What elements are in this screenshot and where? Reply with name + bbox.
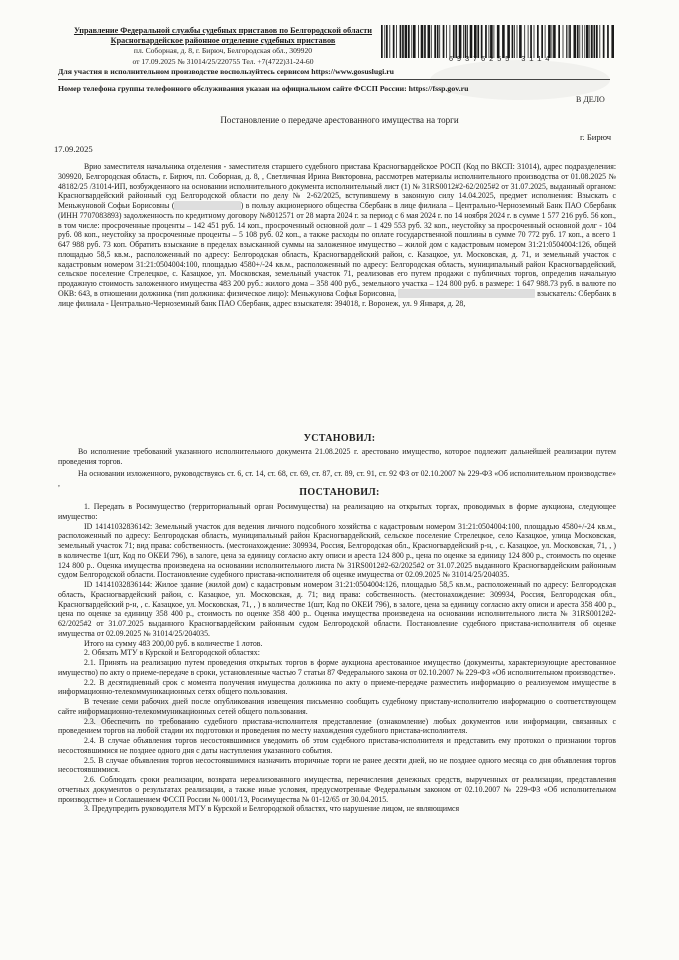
paragraph: Итого на сумму 483 200,00 руб. в количестве 1 лотов.	[84, 638, 263, 648]
ustanovil-paragraph: Во исполнение требований указанного исполнительного документа 21.08.2025 г. арестовано имущество, которое подлежит дальнейшей реализации путем проведения торгов.	[58, 447, 616, 466]
document-title: Постановление о передаче арестованного имущества на торги	[220, 115, 459, 125]
paragraph: В течение семи рабочих дней после опубликования извещения письменно сообщить судебному приставу-исполнителю информацию о соответствующем сайте информационно-телекоммуникационных сетей общего пользования.	[58, 697, 616, 716]
header-divider	[58, 79, 610, 80]
heading-postanovil: ПОСТАНОВИЛ:	[299, 487, 380, 498]
document-city: г. Бирюч	[580, 132, 612, 142]
paragraph: 2.6. Соблюдать сроки реализации, возврата нереализованного имущества, перечисления денежных средств, вырученных от реализации, представления отчетных документов о результатах реализации, а также иные условия, предусмотренные Федеральным законом от 02.10.2007 № 229-ФЗ «Об исполнительном производстве» и Соглашением ФССП России № 0001/13, Росимущества № 01-12/65 от 30.04.2015.	[58, 775, 616, 804]
document-date: 17.09.2025	[54, 144, 93, 154]
paragraph: 2.2. В десятидневный срок с момента получения имущества должника по акту о приеме-передаче разместить информацию о реализуемом имуществе в информационно-телекоммуникационных сетях общего пользования.	[58, 677, 616, 697]
department-address: пл. Соборная, д. 8, г. Бирюч, Белгородская обл., 309920	[133, 46, 313, 56]
paragraph: ID 14141032836142: Земельный участок для ведения личного подсобного хозяйства с кадастровым номером 31:21:0504004:100, площадью 4580+/-24 кв.м., расположенный по адресу: Белгородская область, муниципальный район Красногвардейский, сельское поселение Стрелецкое, село Казацкое, улица Московская, земельный участок 71; вид права: собственность. (местонахождение: 309934, Россия, Белгородская обл., Красногвардейский р-н, , с. Казацкое, ул. Московская, 71, , ) в количестве 1(шт, Код по ОКЕИ 796), в залоге, цена за единицу согласно акту описи и ареста 124 800 р., цена по оценке за единицу 124 800 р., стоимость по оценке 124 800 р.. Оценка имущества произведена на основании исполнительного листа № 31RS0012#2-62/2025#2 от 31.07.2025 выданного Красногвардейским районным судом Белгородской области. Постановление судебного пристава-исполнителя об оценке имущества от 02.09.2025 № 31014/25/204035.	[58, 521, 616, 580]
filing-mark: В ДЕЛО	[576, 95, 605, 104]
letterhead	[58, 26, 388, 67]
intro-text: ) в пользу акционерного общества Сбербанк в лице филиала – Центрально-Черноземный Банк ПАО Сбербанк (ИНН 7707083893) задолженность по кредитному договору №8012571 от 28 марта 2024 г. за период с 6 мая 2024 г. по 14 ноября 2024 г. в сумме 1 577 216 руб. 56 коп., в том числе: просроченные проценты – 142 451 руб. 14 коп., просроченный основной долг – 1 429 553 руб. 32 коп., неустойку за просроченный основной долг - 104 руб. 08 коп., неустойку за просроченные проценты – 5 108 руб. 02 коп., а также расходы по оплате государственной пошлины в сумме 70 772 руб. 17 коп., а всего 1 647 988 руб. 73 коп. Обратить взыскание в пределах взысканной суммы на заложенное имущество – жилой дом с кадастровым номером 31:21:0504004:126, общей площадью 58,5 кв.м., расположенный по адресу: Белгородская область, Красногвардейский район, с. Казацкое, ул. Московская, д. 71, и земельный участок с кадастровым номером 31:21:0504004:100, площадью 4580+/-24 кв.м., расположенный по адресу: Белгородская область, муниципальный район Красногвардейский, сельское поселение Стрелецкое, с. Казацкое, ул. Московская, земельный участок 71, реализовав его путем продажи с публичных торгов, определив начальную продажную стоимость заложенного имущества 483 200 руб.: жилого дома – 358 400 руб., земельного участка – 124 800 руб. в размере: 1 647 988.73 руб. в валюте по ОКВ: 643, в отношении должника (тип должника: физическое лицо): Меньжунова Софья Борисовна,	[58, 201, 616, 298]
paragraph: 1. Передать в Росимущество (территориальный орган Росимущества) на реализацию на открытых торгах, проводимых в форме аукциона, следующее имущество:	[58, 502, 616, 521]
redacted-passport	[174, 201, 240, 210]
paragraph: 2.4. В случае объявления торгов несостоявшимися уведомить об этом судебного пристава-исполнителя и представить ему протокол о признании торгов несостоявшимися не позднее одного дня с даты наступления указанного события.	[58, 736, 616, 755]
paragraph: ID 14141032836144: Жилое здание (жилой дом) с кадастровым номером 31:21:0504004:126, площадью 58,5 кв.м., расположенный по адресу: Белгородская область, Красногвардейский район, с. Казацкое, ул. Московская, д. 71; вид права: собственность. (местонахождение: 309934, Россия, Белгородская обл., Красногвардейский р-н, , с. Казацкое, ул. Московская, 71, , ) в количестве 1(шт, Код по ОКЕИ 796), в залоге, цена за единицу согласно акту описи и ареста 358 400 р., цена по оценке за единицу 358 400 р., стоимость по оценке 358 400 р.. Оценка имущества произведена на основании исполнительного листа № 31RS0012#2-62/2025#2 от 31.07.2025 выданного Красногвардейским районным судом Белгородской области. Постановление судебного пристава-исполнителя об оценке имущества от 02.09.2025 № 31014/25/204035.	[58, 580, 616, 638]
phone-note: Номер телефона группы телефонного обслуживания указан на официальном сайте ФССП России: https://fssp.gov.ru	[58, 84, 469, 93]
org-name: Управление Федеральной службы судебных приставов по Белгородской области	[73, 26, 373, 35]
resolution-body	[58, 502, 616, 814]
paragraph: 2.3. Обеспечить по требованию судебного пристава-исполнителя представление (ознакомление) любых документов или информации, связанных с проведением торгов на любой стадии их подготовки и проведения по месту нахождения судебного пристава-исполнителя.	[58, 716, 616, 736]
barcode-image	[379, 25, 615, 58]
document-reference: от 17.09.2025 № 31014/25/220755 Тел. +7(4722)31-24-60	[132, 56, 314, 66]
paragraph: 2.5. В случае объявления торгов несостоявшимися назначить вторичные торги не ранее десяти дней, но не позднее одного месяца со дня объявления торгов несостоявшимися.	[58, 755, 616, 775]
barcode-digits: 69376255 3114	[448, 56, 554, 64]
basis-paragraph: На основании изложенного, руководствуясь ст. 6, ст. 14, ст. 68, ст. 69, ст. 87, ст. 89, ст. 91, ст. 92 ФЗ от 02.10.2007 № 229-ФЗ «Об исполнительном производстве» ,	[58, 469, 616, 488]
paragraph: 2. Обязать МТУ в Курской и Белгородской областях:	[84, 648, 260, 658]
paragraph: 3. Предупредить руководителя МТУ в Курской и Белгородской областях, что нарушение лицом, не являющимся	[84, 804, 460, 814]
intro-text: Врио заместителя начальника отделения - заместителя старшего судебного пристава Красногвардейское РОСП (Код по ВКСП: 31014), адрес подразделения: 309920, Белгородская область, г. Бирюч, пл. Соборная, д. 8, , Светличная Ирина Викторовна, рассмотрев материалы исполнительного производства от 01.08.2025 № 48182/25 /31014-ИП, возбужденного на основании исполнительного документа исполнительный лист (1) № 31RS0012#2-62/2025#2 от 31.07.2025, выданный органом: Красногвардейский районный суд Белгородской области по делу № 2-62/2025, вступившему в законную силу 14.04.2025, предмет исполнения: Взыскать с Меньжуновой Софьи Борисовны (	[58, 162, 616, 210]
intro-text: взыскатель: Сбербанк в лице филиала - Центрально-Черноземный банк ПАО Сбербанк, адрес взыскателя: 394018, г. Воронеж, ул. 9 Января, д. 28,	[58, 288, 617, 308]
paragraph: 2.1. Принять на реализацию путем проведения открытых торгов в форме аукциона арестованное имущество (документы, характеризующие арестованное имущество) по акту о приеме-передаче в сроки, установленные частью 7 статьи 87 Федерального закона от 02.10.2007 № 229-ФЗ «Об исполнительном производстве».	[58, 658, 616, 677]
intro-paragraph	[58, 162, 616, 308]
redacted-personal-data	[398, 289, 535, 298]
heading-ustanovil: УСТАНОВИЛ:	[303, 433, 376, 444]
department-name: Красногвардейское районное отделение судебных приставов	[110, 36, 336, 46]
scan-smudge	[430, 60, 610, 100]
gosuslugi-note: Для участия в исполнительном производстве воспользуйтесь сервисом https://www.gosuslugi.ru	[58, 67, 395, 76]
